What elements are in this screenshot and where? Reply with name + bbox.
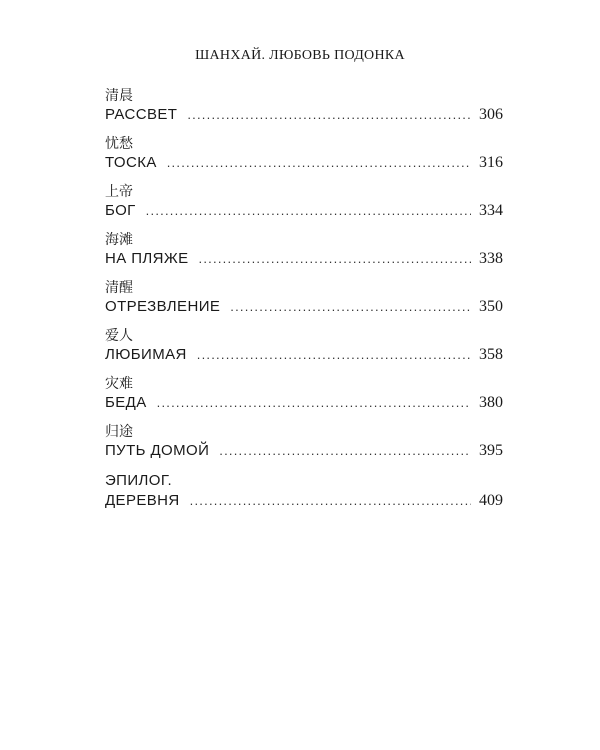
toc-entry-epilogue-heading: ЭПИЛОГ.: [105, 472, 173, 489]
toc-entry: [105, 183, 503, 231]
toc-entry-epilogue: [105, 471, 503, 531]
toc-entry-page-number: 395: [479, 442, 503, 459]
toc-entry-page-number: 380: [479, 394, 503, 411]
toc-entry-title: НА ПЛЯЖЕ: [105, 250, 189, 267]
toc-entry-chinese-title: 清晨: [105, 88, 133, 104]
toc-entry-title: ОТРЕЗВЛЕНИЕ: [105, 298, 221, 315]
toc-entry-title: ПУТЬ ДОМОЙ: [105, 442, 210, 459]
toc-entry-line: [105, 297, 503, 317]
dot-leader: [199, 249, 471, 269]
toc-entry-title: БОГ: [105, 202, 136, 219]
toc-entry-title: БЕДА: [105, 394, 147, 411]
dot-leader: [157, 393, 471, 413]
dot-leader: [146, 201, 471, 221]
dot-leader: [197, 345, 471, 365]
toc-entry-title: ЛЮБИМАЯ: [105, 346, 187, 363]
toc-entry-page-number: 358: [479, 346, 503, 363]
dot-leader: [187, 105, 471, 125]
table-of-contents: [105, 87, 503, 531]
toc-entry-page-number: 306: [479, 106, 503, 123]
toc-entry-chinese-title: 归途: [105, 424, 133, 440]
toc-entry-page-number: 334: [479, 202, 503, 219]
toc-entry-page-number: 338: [479, 250, 503, 267]
toc-entry-line: [105, 153, 503, 173]
toc-entry: [105, 135, 503, 183]
toc-entry-line: [105, 105, 503, 125]
toc-entry-line: [105, 393, 503, 413]
toc-entry-page-number: 316: [479, 154, 503, 171]
toc-entry-chinese-title: 海滩: [105, 232, 133, 248]
toc-entry-title: ДЕРЕВНЯ: [105, 492, 180, 509]
toc-entry-chinese-title: 清醒: [105, 280, 133, 296]
toc-entry-chinese-title: 灾难: [105, 376, 133, 392]
dot-leader: [230, 297, 471, 317]
toc-entry-line: [105, 345, 503, 365]
toc-entry: [105, 231, 503, 279]
toc-entry-line: [105, 201, 503, 221]
toc-entry-line: [105, 491, 503, 511]
toc-entry-page-number: 350: [479, 298, 503, 315]
toc-entry-title: ТОСКА: [105, 154, 157, 171]
running-head: ШАНХАЙ. ЛЮБОВЬ ПОДОНКА: [195, 48, 405, 63]
dot-leader: [190, 491, 471, 511]
toc-entry: [105, 423, 503, 471]
toc-entry: [105, 87, 503, 135]
toc-entry: [105, 279, 503, 327]
toc-entry-page-number: 409: [479, 492, 503, 509]
toc-entry-chinese-title: 忧愁: [105, 136, 133, 152]
toc-entry-line: [105, 441, 503, 461]
dot-leader: [167, 153, 471, 173]
toc-entry: [105, 327, 503, 375]
toc-entry-title: РАССВЕТ: [105, 106, 178, 123]
dot-leader: [219, 441, 471, 461]
toc-entry-line: [105, 249, 503, 269]
toc-entry-chinese-title: 上帝: [105, 184, 133, 200]
toc-entry: [105, 375, 503, 423]
toc-entry-chinese-title: 爱人: [105, 328, 133, 344]
